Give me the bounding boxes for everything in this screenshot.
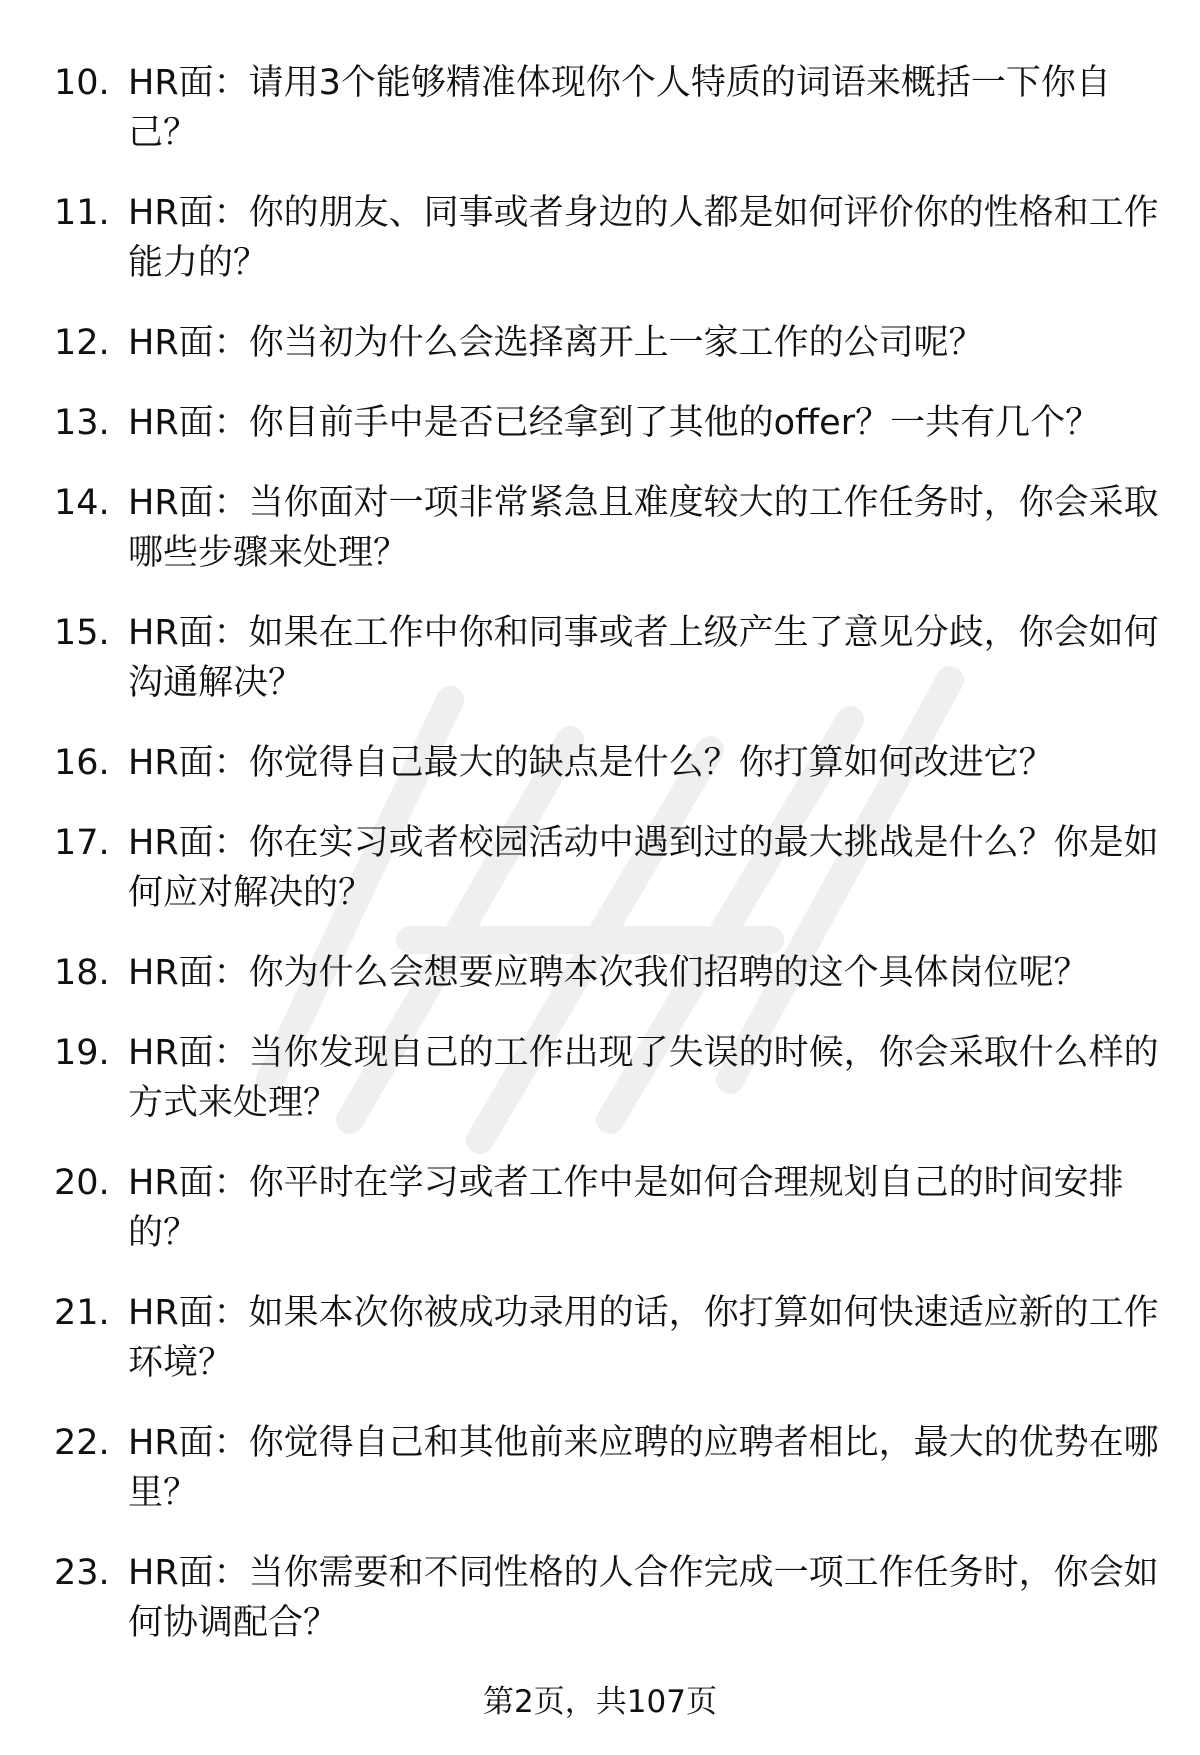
question-item bbox=[0, 398, 1200, 448]
question-item bbox=[0, 948, 1200, 998]
question-number: 18. bbox=[54, 953, 110, 993]
page-number-label: 第2页，共107页 bbox=[483, 1684, 717, 1720]
question-text: HR面：你觉得自己最大的缺点是什么？你打算如何改进它？ bbox=[128, 743, 1054, 783]
question-text: HR面：请用3个能够精准体现你个人特质的词语来概括一下你自己？ bbox=[128, 63, 1111, 153]
question-item bbox=[0, 608, 1200, 708]
question-text: HR面：你平时在学习或者工作中是如何合理规划自己的时间安排的？ bbox=[128, 1163, 1124, 1253]
question-item bbox=[0, 478, 1200, 578]
question-text: HR面：你目前手中是否已经拿到了其他的offer？一共有几个？ bbox=[128, 403, 1101, 443]
question-text: HR面：当你需要和不同性格的人合作完成一项工作任务时，你会如何协调配合？ bbox=[128, 1553, 1159, 1643]
question-text: HR面：如果在工作中你和同事或者上级产生了意见分歧，你会如何沟通解决？ bbox=[128, 613, 1159, 703]
question-item bbox=[0, 818, 1200, 918]
question-item bbox=[0, 188, 1200, 288]
question-number: 21. bbox=[54, 1293, 110, 1333]
question-item bbox=[0, 1158, 1200, 1258]
question-text: HR面：当你面对一项非常紧急且难度较大的工作任务时，你会采取哪些步骤来处理？ bbox=[128, 483, 1159, 573]
question-number: 19. bbox=[54, 1033, 110, 1073]
question-item bbox=[0, 1548, 1200, 1648]
question-item bbox=[0, 1028, 1200, 1128]
question-number: 20. bbox=[54, 1163, 110, 1203]
question-item bbox=[0, 318, 1200, 368]
question-text: HR面：如果本次你被成功录用的话，你打算如何快速适应新的工作环境？ bbox=[128, 1293, 1159, 1383]
question-number: 16. bbox=[54, 743, 110, 783]
question-item bbox=[0, 738, 1200, 788]
question-number: 12. bbox=[54, 323, 110, 363]
question-list bbox=[0, 58, 1200, 1678]
question-text: HR面：你的朋友、同事或者身边的人都是如何评价你的性格和工作能力的？ bbox=[128, 193, 1159, 283]
question-item bbox=[0, 58, 1200, 158]
question-item bbox=[0, 1288, 1200, 1388]
question-text: HR面：当你发现自己的工作出现了失误的时候，你会采取什么样的方式来处理？ bbox=[128, 1033, 1159, 1123]
question-text: HR面：你当初为什么会选择离开上一家工作的公司呢？ bbox=[128, 323, 984, 363]
question-number: 13. bbox=[54, 403, 110, 443]
question-number: 11. bbox=[54, 193, 110, 233]
question-text: HR面：你为什么会想要应聘本次我们招聘的这个具体岗位呢？ bbox=[128, 953, 1089, 993]
question-number: 23. bbox=[54, 1553, 110, 1593]
question-number: 22. bbox=[54, 1423, 110, 1463]
page-footer bbox=[0, 1680, 1200, 1724]
question-number: 10. bbox=[54, 63, 110, 103]
question-number: 17. bbox=[54, 823, 110, 863]
question-number: 15. bbox=[54, 613, 110, 653]
question-number: 14. bbox=[54, 483, 110, 523]
question-text: HR面：你在实习或者校园活动中遇到过的最大挑战是什么？你是如何应对解决的？ bbox=[128, 823, 1159, 913]
question-text: HR面：你觉得自己和其他前来应聘的应聘者相比，最大的优势在哪里？ bbox=[128, 1423, 1159, 1513]
question-item bbox=[0, 1418, 1200, 1518]
